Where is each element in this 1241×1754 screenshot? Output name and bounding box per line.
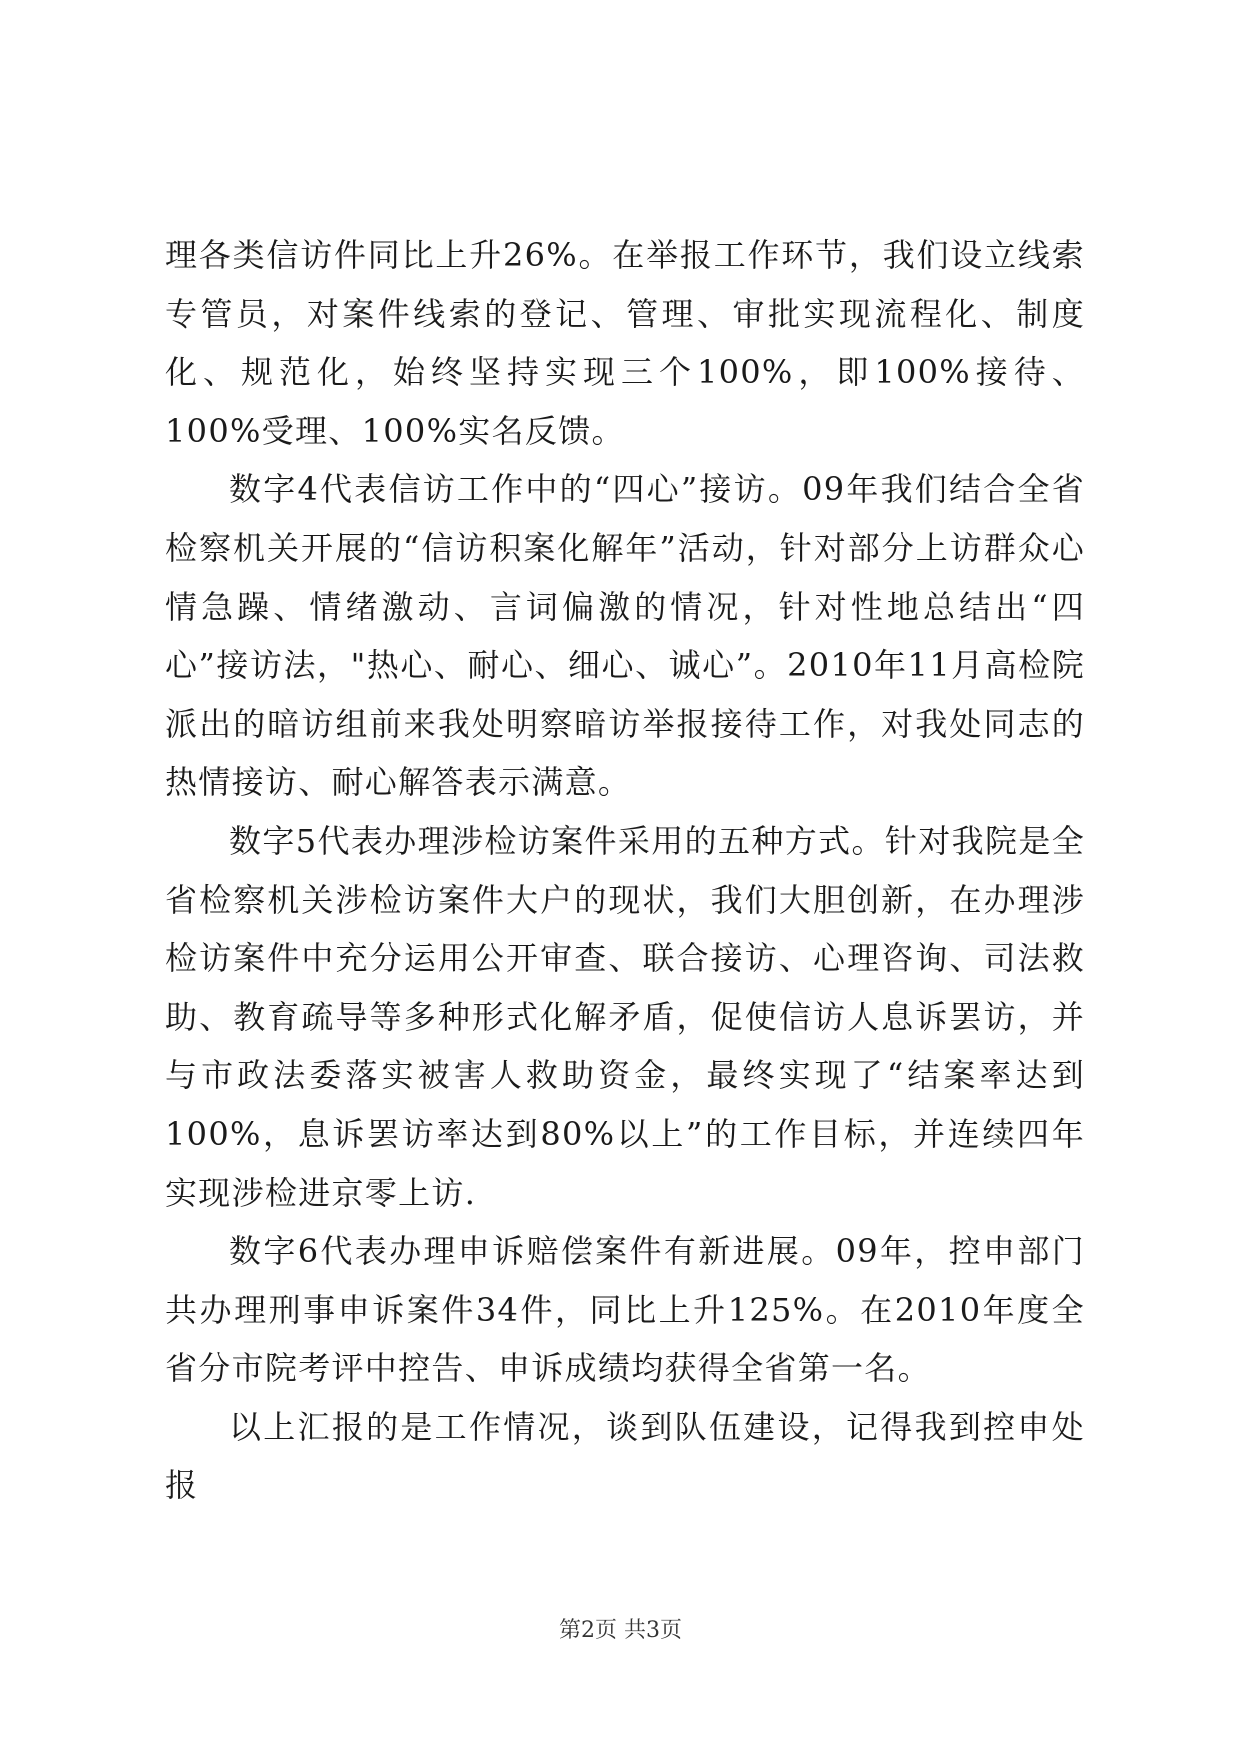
paragraph-5: 以上汇报的是工作情况，谈到队伍建设，记得我到控申处报 (165, 1407, 1085, 1505)
document-body (165, 226, 1085, 1515)
paragraph-1: 理各类信访件同比上升26%。在举报工作环节，我们设立线索专管员，对案件线索的登记、管理、审批实现流程化、制度化、规范化，始终坚持实现三个100%，即100%接待、100%受理、100%实名反馈。 (165, 236, 1085, 450)
paragraph-4: 数字6代表办理申诉赔偿案件有新进展。09年，控申部门共办理刑事申诉案件34件，同比上升125%。在2010年度全省分市院考评中控告、申诉成绩均获得全省第一名。 (165, 1232, 1085, 1388)
page-number-footer: 第2页 共3页 (559, 1618, 682, 1643)
paragraph-3: 数字5代表办理涉检访案件采用的五种方式。针对我院是全省检察机关涉检访案件大户的现状，我们大胆创新，在办理涉检访案件中充分运用公开审查、联合接访、心理咨询、司法救助、教育疏导等多种形式化解矛盾，促使信访人息诉罢访，并与市政法委落实被害人救助资金，最终实现了“结案率达到100%，息诉罢访率达到80%以上”的工作目标，并连续四年实现涉检进京零上访. (165, 821, 1085, 1212)
paragraph-2: 数字4代表信访工作中的“四心”接访。09年我们结合全省检察机关开展的“信访积案化解年”活动，针对部分上访群众心情急躁、情绪激动、言词偏激的情况，针对性地总结出“四心”接访法，"热心、耐心、细心、诚心”。2010年11月高检院派出的暗访组前来我处明察暗访举报接待工作，对我处同志的热情接访、耐心解答表示满意。 (165, 470, 1085, 802)
